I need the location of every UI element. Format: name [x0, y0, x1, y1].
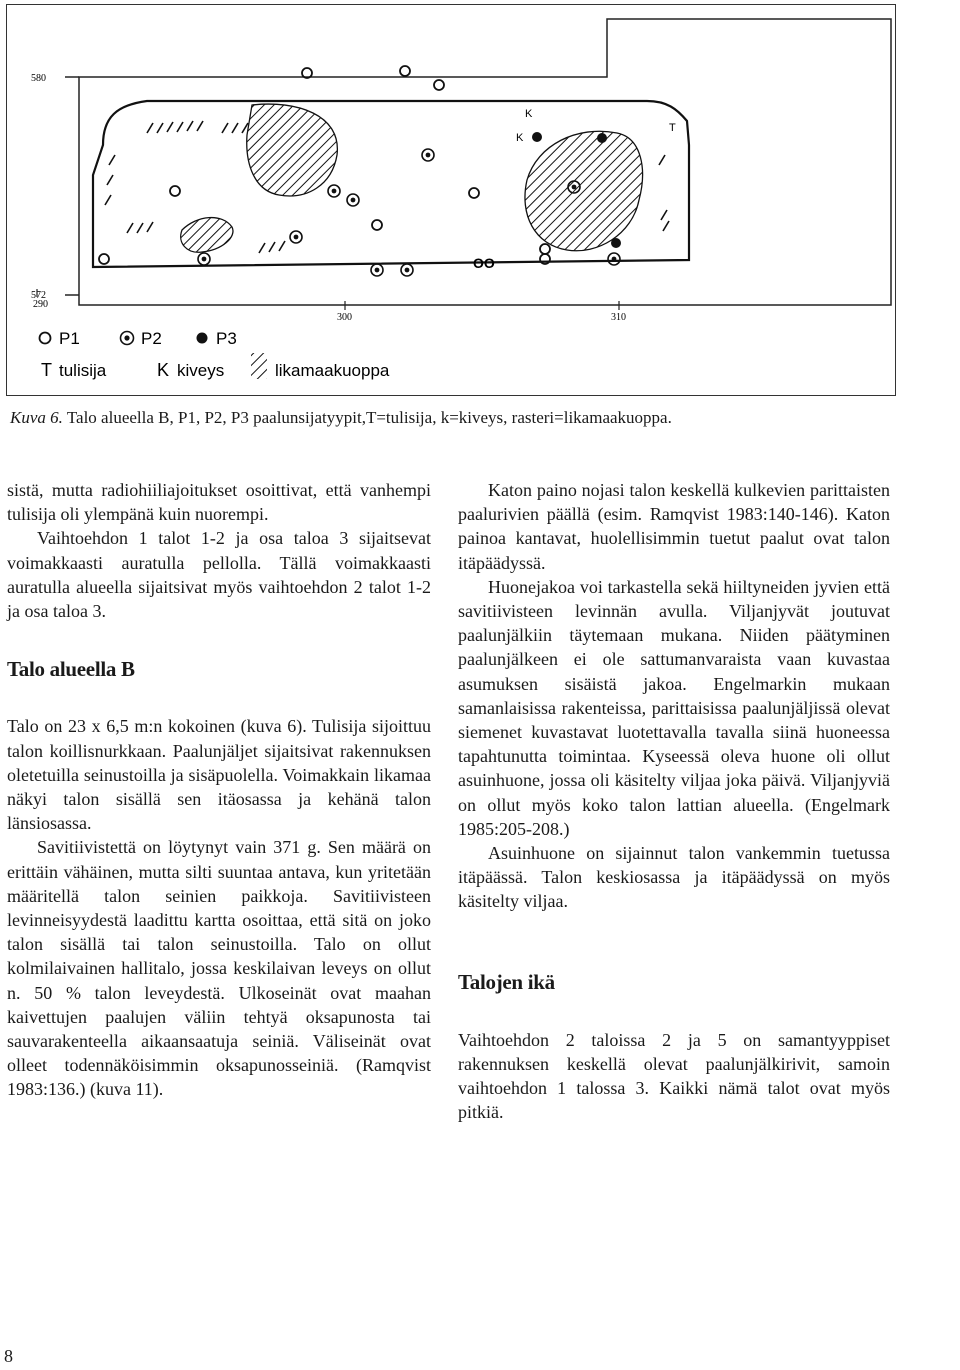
- site-plan-map: [7, 5, 895, 395]
- legend-hatch-swatch: [251, 353, 267, 379]
- right-paragraph-2: Huonejakoa voi tarkastella sekä hiiltyneiden jyvien että savitiivisteen levinnän avulla. Viljanjyvät joutuvat paalunjälkiin täytemaan mukana. Niiden päätyminen paalunjälkeen ei ole sattumanvaraista vaan kuvastaa asumuksen sisäistä jakoa. Engelmarkin mukaan samanlaisissa rakenteissa, parittaisissa paalunjäljissä olevat siemenet kuvastavat luotettavalla tavalla siinä huoneessa tapahtunutta toimintaa. Kyseessä oleva huone oli ollut asuinhuone, jossa oli käsitelty viljaa joka päivä. Viljanjyviä on ollut myös koko talon lattian alueella. (Engelmark 1985:205-208.): [458, 576, 890, 839]
- legend-p3: P3: [216, 329, 237, 348]
- x-tick-310: 310: [611, 312, 626, 323]
- right-paragraph-3: Asuinhuone on sijainnut talon vankemmin tuetussa itäpäässä. Talon keskiosassa ja itäpäädyssä on myös käsitelty viljaa.: [458, 843, 890, 912]
- left-paragraph-2: Vaihtoehdon 1 talot 1-2 ja osa taloa 3 sijaitsevat voimakkaasti auratulla pellolla. Tällä voimakkaasti auratulla alueella sijaitsivat myös vaihtoehdon 2 talot 1-2 ja osa taloa 3.: [7, 528, 431, 622]
- stone-label-2: K: [516, 132, 524, 144]
- left-paragraph-4: Savitiivistettä on löytynyt vain 371 g. Sen määrä on erittäin vähäinen, mutta silti suuntaa antava, kun yritetään määritellä talon seinien paikkoja. Savitiivisteen levinneisyydestä laadittu kartta osoittaa, että sitä on joko talon sisällä tai talon seinustoilla. Talo on ollut kolmilaivainen hallitalo, jossa keskilaivan leveys on ollut n. 50 % talon leveydestä. Ulkoseinät ovat maahan kaivettujen paalujen väliin tehtyä oksapunosta tai sauvarakenteella aikaansaatuja seiniä. Väliseinät ovat olleet todennäköisimmin oksapunosseiniä. (Ramqvist 1983:136.) (kuva 11).: [7, 837, 431, 1100]
- legend-k-symbol: K: [157, 360, 170, 380]
- left-column: [7, 478, 431, 1102]
- dirt-pit-west: [247, 104, 338, 196]
- figure-caption: [10, 408, 910, 428]
- legend-hatch-label: likamaakuoppa: [275, 361, 390, 380]
- x-tick-300: 300: [337, 312, 352, 323]
- legend-t-symbol: T: [41, 360, 52, 380]
- section-heading-talo-b: Talo alueella B: [7, 657, 135, 682]
- figure-frame: [6, 4, 896, 396]
- x-tick-290: 290: [33, 299, 48, 310]
- page-number: 8: [4, 1346, 13, 1366]
- caption-label: Kuva 6.: [10, 408, 63, 427]
- right-paragraph-1: Katon paino nojasi talon keskellä kulkevien parittaisten paalurivien päällä (esim. Ramqvist 1983:140-146). Katon painoa kantavat, huolellisimmin tuetut paalut ovat talon itäpäädyssä.: [458, 480, 890, 573]
- right-column: [458, 478, 890, 1125]
- y-tick-580: 580: [31, 73, 46, 84]
- legend-t-label: tulisija: [59, 361, 107, 380]
- right-paragraph-4: Vaihtoehdon 2 taloissa 2 ja 5 on samantyyppiset rakennuksen keskellä olevat paalunjälkirivit, samoin vaihtoehdon 1 talossa 3. Kaikki nämä talot ovat myös pitkiä.: [458, 1029, 890, 1123]
- legend-k-label: kiveys: [177, 361, 225, 380]
- y-tick-572: 572: [31, 290, 46, 301]
- left-paragraph-1: sistä, mutta radiohiiliajoitukset osoittivat, että vanhempi tulisija oli ylempänä kuin nuorempi.: [7, 480, 431, 525]
- legend: [40, 329, 390, 380]
- double-circle-label: OO: [473, 255, 495, 271]
- section-heading-talojen-ika: Talojen ikä: [458, 969, 555, 994]
- left-paragraph-3: Talo on 23 x 6,5 m:n kokoinen (kuva 6). Tulisija sijoittuu talon koillisnurkkaan. Paalunjäljet sijaitsivat rakennuksen oletetuilla seinustoilla ja sisäpuolella. Voimakkain likamaa näkyi talon sisällä sen itäosassa ja kehänä talon länsiosassa.: [7, 716, 431, 834]
- dirt-pit-south: [181, 218, 233, 253]
- hearth-label: T: [669, 122, 676, 134]
- legend-p2: P2: [141, 329, 162, 348]
- legend-p1: P1: [59, 329, 80, 348]
- stone-label-1: K: [525, 108, 533, 120]
- caption-text: Talo alueella B, P1, P2, P3 paalunsijatyypit,T=tulisija, k=kiveys, rasteri=likamaakuoppa.: [62, 408, 672, 427]
- dirt-pit-east: [525, 131, 643, 251]
